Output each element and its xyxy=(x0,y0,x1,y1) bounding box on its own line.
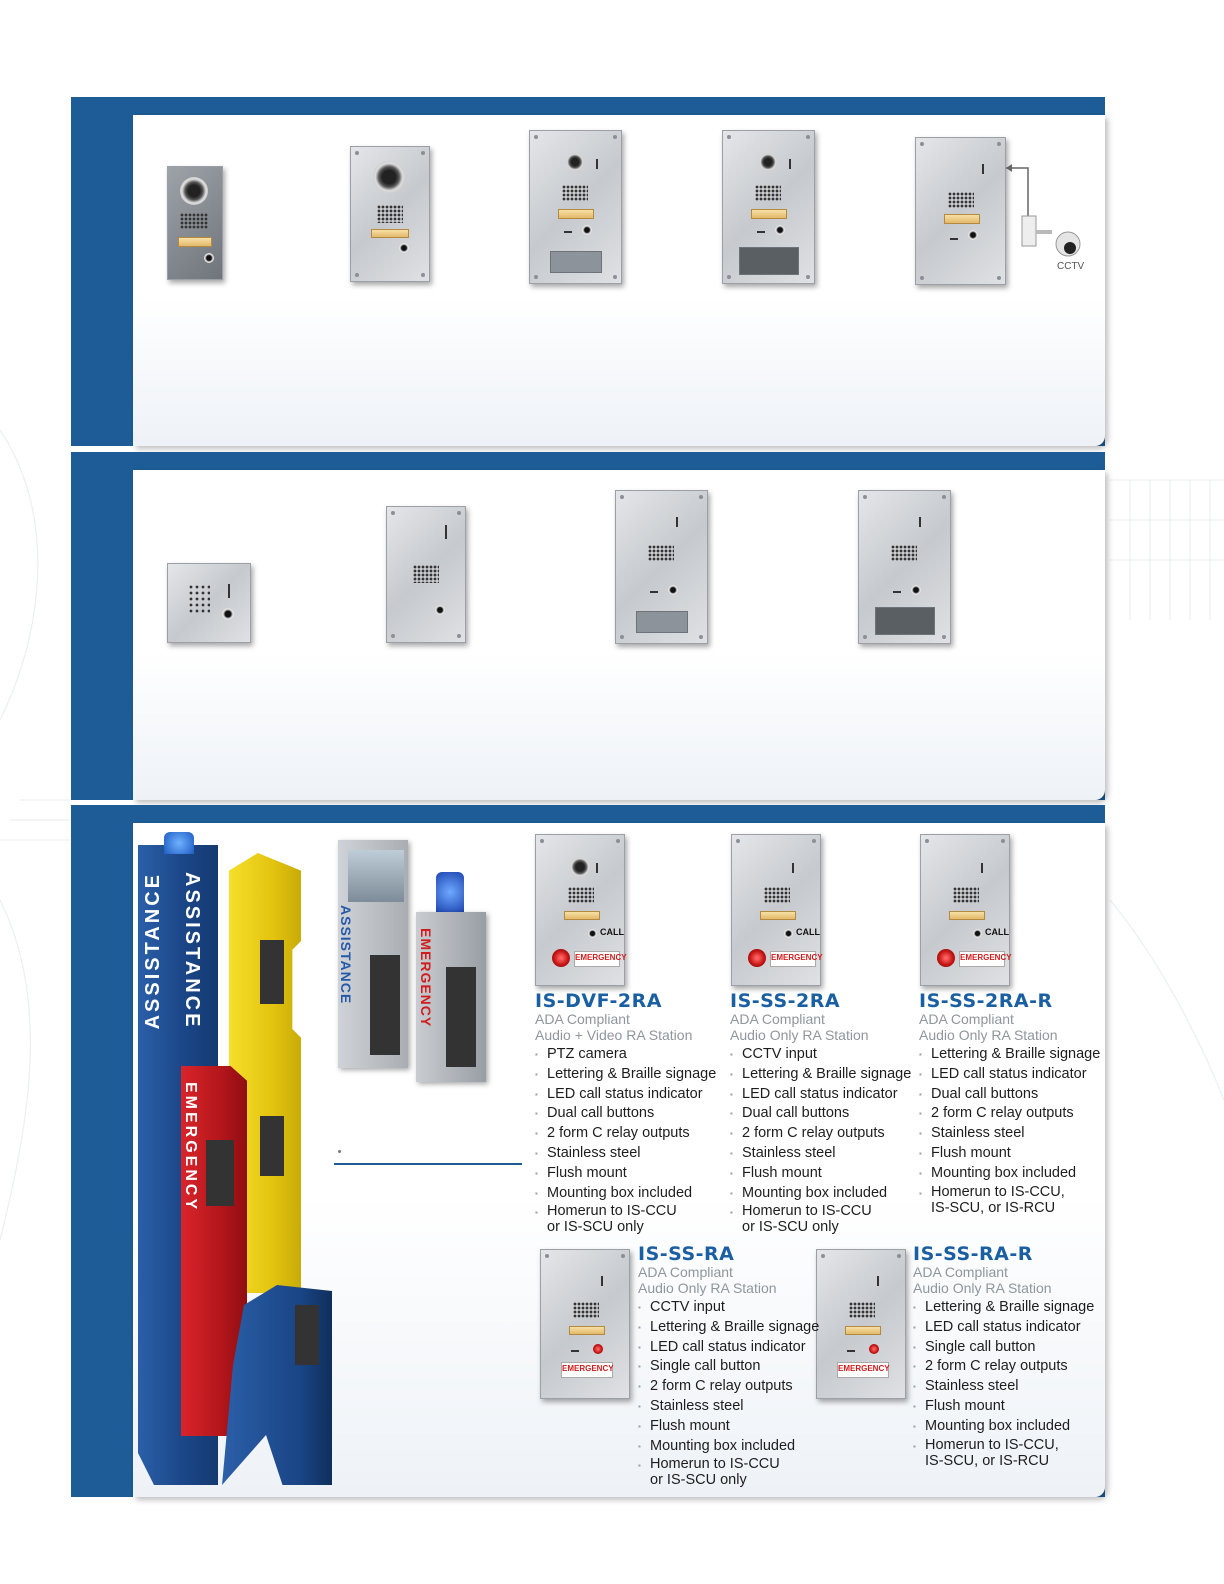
camera-icon xyxy=(373,161,405,193)
feature-item: ▪ Homerun to IS-CCU or IS-SCU only xyxy=(638,1456,819,1488)
model-subtitle-1: ADA Compliant xyxy=(638,1264,733,1280)
call-button-icon xyxy=(869,1344,879,1354)
feature-item: ▪ Lettering & Braille signage xyxy=(535,1065,716,1085)
feature-item: ▪ Stainless steel xyxy=(730,1144,911,1164)
video-station-flush xyxy=(350,146,430,282)
name-plate xyxy=(371,229,409,238)
feature-item: ▪ Dual call buttons xyxy=(535,1104,716,1124)
emergency-button-icon xyxy=(552,949,570,967)
feature-item: ▪ Mounting box included xyxy=(638,1437,819,1457)
blue-short-tower-panel xyxy=(295,1305,319,1365)
feature-item: ▪ Lettering & Braille signage xyxy=(913,1298,1094,1318)
name-plate xyxy=(751,209,787,219)
feature-list xyxy=(913,1298,1094,1469)
call-button-icon xyxy=(582,225,592,235)
feature-list xyxy=(919,1045,1100,1216)
call-button-icon xyxy=(399,243,409,253)
feature-item: ▪ Stainless steel xyxy=(638,1397,819,1417)
call-button-icon xyxy=(222,608,234,620)
name-plate xyxy=(760,911,796,920)
call-button-icon xyxy=(973,929,982,938)
braille-plate xyxy=(550,251,602,273)
feature-item: ▪ PTZ camera xyxy=(535,1045,716,1065)
feature-list xyxy=(638,1298,819,1488)
feature-item: ▪ Lettering & Braille signage xyxy=(730,1065,911,1085)
feature-item: ▪ Single call button xyxy=(638,1357,819,1377)
feature-item: ▪ Mounting box included xyxy=(913,1417,1094,1437)
model-name: IS-SS-RA-R xyxy=(913,1243,1033,1265)
model-name: IS-SS-RA xyxy=(638,1243,735,1265)
speaker-grille xyxy=(891,545,917,561)
feature-item: ▪ Stainless steel xyxy=(535,1144,716,1164)
model-name: IS-SS-2RA xyxy=(730,990,841,1012)
feature-item: ▪ Mounting box included xyxy=(730,1184,911,1204)
tower-text-assistance-1: ASSISTANCE xyxy=(142,872,164,1030)
tower-text-assistance-2: ASSISTANCE xyxy=(181,872,203,1030)
feature-item: ▪ Lettering & Braille signage xyxy=(638,1318,819,1338)
model-subtitle-1: ADA Compliant xyxy=(730,1011,825,1027)
audio-station-small xyxy=(167,563,251,643)
name-plate xyxy=(569,1326,605,1335)
speaker-grille xyxy=(180,213,208,229)
steel-box-text: ASSISTANCE xyxy=(338,905,354,1005)
model-subtitle-2: Audio + Video RA Station xyxy=(535,1027,693,1043)
name-plate xyxy=(178,237,212,247)
feature-item: ▪ Flush mount xyxy=(638,1417,819,1437)
model-subtitle-2: Audio Only RA Station xyxy=(913,1280,1052,1296)
feature-item: ▪ Flush mount xyxy=(730,1164,911,1184)
tower-text-emergency: EMERGENCY xyxy=(182,1082,199,1213)
speaker-grille xyxy=(648,545,674,561)
feature-item: ▪ Flush mount xyxy=(919,1144,1100,1164)
audio-station-sign xyxy=(858,490,951,644)
red-tower-panel xyxy=(206,1140,234,1206)
emergency-label: EMERGENCY xyxy=(837,1362,889,1378)
feature-item: ▪ LED call status indicator xyxy=(730,1085,911,1105)
speaker-grille xyxy=(948,192,974,208)
name-plate xyxy=(564,911,600,920)
steel-tower-text: EMERGENCY xyxy=(418,928,434,1028)
speaker-grille xyxy=(562,185,588,201)
feature-item: ▪ 2 form C relay outputs xyxy=(638,1377,819,1397)
model-subtitle-1: ADA Compliant xyxy=(913,1264,1008,1280)
speaker-grille xyxy=(849,1302,875,1318)
camera-icon xyxy=(566,153,584,171)
model-subtitle-1: ADA Compliant xyxy=(535,1011,630,1027)
emergency-label: EMERGENCY xyxy=(959,951,1005,967)
feature-item: ▪ LED call status indicator xyxy=(913,1318,1094,1338)
model-name: IS-DVF-2RA xyxy=(535,990,662,1012)
feature-item: ▪ 2 form C relay outputs xyxy=(913,1357,1094,1377)
camera-icon xyxy=(180,177,208,205)
feature-item: ▪ Flush mount xyxy=(535,1164,716,1184)
feature-item: ▪ LED call status indicator xyxy=(638,1338,819,1358)
call-label: CALL xyxy=(796,927,820,937)
station-is-ss-ra xyxy=(540,1249,630,1399)
call-button-icon xyxy=(911,585,921,595)
beacon-icon xyxy=(436,872,464,912)
call-button-icon xyxy=(775,225,785,235)
feature-item: ▪ Homerun to IS-CCU or IS-SCU only xyxy=(730,1203,911,1235)
name-plate xyxy=(944,214,980,224)
emergency-label: EMERGENCY xyxy=(574,951,620,967)
station-is-ss-ra-r xyxy=(816,1249,906,1399)
speaker-grille xyxy=(573,1302,599,1318)
station-is-ss-2ra xyxy=(731,834,821,986)
speaker-grille xyxy=(413,565,439,583)
keypad-grille xyxy=(188,584,210,614)
feature-item: ▪ LED call status indicator xyxy=(535,1085,716,1105)
feature-item: ▪ CCTV input xyxy=(730,1045,911,1065)
braille-plate xyxy=(636,611,688,633)
emergency-label: EMERGENCY xyxy=(770,951,816,967)
call-label: CALL xyxy=(600,927,624,937)
feature-item: ▪ Stainless steel xyxy=(919,1124,1100,1144)
audio-station-cctv xyxy=(915,137,1006,285)
feature-item: ▪ Stainless steel xyxy=(913,1377,1094,1397)
emergency-button-icon xyxy=(937,949,955,967)
feature-item: ▪ LED call status indicator xyxy=(919,1065,1100,1085)
call-label: CALL xyxy=(985,927,1009,937)
speaker-grille xyxy=(764,887,790,903)
model-name: IS-SS-2RA-R xyxy=(919,990,1053,1012)
model-subtitle-1: ADA Compliant xyxy=(919,1011,1014,1027)
speaker-grille xyxy=(953,887,979,903)
feature-list xyxy=(535,1045,716,1235)
feature-item: ▪ Mounting box included xyxy=(919,1164,1100,1184)
feature-item: ▪ 2 form C relay outputs xyxy=(535,1124,716,1144)
video-station-sign xyxy=(722,130,815,284)
feature-item: ▪ 2 form C relay outputs xyxy=(730,1124,911,1144)
speaker-grille xyxy=(755,185,781,201)
audio-station-flush xyxy=(386,506,466,643)
audio-station-braille xyxy=(615,490,708,644)
model-subtitle-2: Audio Only RA Station xyxy=(919,1027,1058,1043)
call-button-icon xyxy=(593,1344,603,1354)
speaker-grille xyxy=(377,205,403,223)
feature-item: ▪ Single call button xyxy=(913,1338,1094,1358)
sign-plate xyxy=(875,607,935,635)
feature-item: ▪ CCTV input xyxy=(638,1298,819,1318)
camera-icon xyxy=(570,857,590,877)
call-button-icon xyxy=(588,929,597,938)
feature-item: ▪ Lettering & Braille signage xyxy=(919,1045,1100,1065)
yellow-tower-panel xyxy=(260,940,284,1004)
feature-item: ▪ Homerun to IS-CCU or IS-SCU only xyxy=(535,1203,716,1235)
feature-item: ▪ Homerun to IS-CCU, IS-SCU, or IS-RCU xyxy=(919,1184,1100,1216)
station-is-dvf-2ra xyxy=(535,834,625,986)
speaker-grille xyxy=(568,887,594,903)
feature-item: ▪ Flush mount xyxy=(913,1397,1094,1417)
call-button-icon xyxy=(204,253,214,263)
beacon-icon xyxy=(164,832,194,854)
emergency-label: EMERGENCY xyxy=(561,1362,613,1378)
call-button-icon xyxy=(435,605,445,615)
video-station-compact xyxy=(167,166,223,280)
feature-list xyxy=(730,1045,911,1235)
call-button-icon xyxy=(968,230,978,240)
feature-item: ▪ Dual call buttons xyxy=(730,1104,911,1124)
divider-rule xyxy=(334,1163,522,1165)
feature-item: ▪ Homerun to IS-CCU, IS-SCU, or IS-RCU xyxy=(913,1437,1094,1469)
name-plate xyxy=(558,209,594,219)
name-plate xyxy=(949,911,985,920)
call-button-icon xyxy=(784,929,793,938)
model-subtitle-2: Audio Only RA Station xyxy=(730,1027,869,1043)
video-station-braille xyxy=(529,130,622,284)
model-subtitle-2: Audio Only RA Station xyxy=(638,1280,777,1296)
cctv-label: CCTV xyxy=(1057,261,1085,272)
feature-item: ▪ Dual call buttons xyxy=(919,1085,1100,1105)
sign-plate xyxy=(739,247,799,275)
feature-item: ▪ Mounting box included xyxy=(535,1184,716,1204)
station-is-ss-2ra-r xyxy=(920,834,1010,986)
name-plate xyxy=(845,1326,881,1335)
feature-item: ▪ 2 form C relay outputs xyxy=(919,1104,1100,1124)
emergency-button-icon xyxy=(748,949,766,967)
bullet-mark xyxy=(338,1150,341,1153)
call-button-icon xyxy=(668,585,678,595)
yellow-tower-panel xyxy=(260,1116,284,1176)
camera-icon xyxy=(759,153,777,171)
